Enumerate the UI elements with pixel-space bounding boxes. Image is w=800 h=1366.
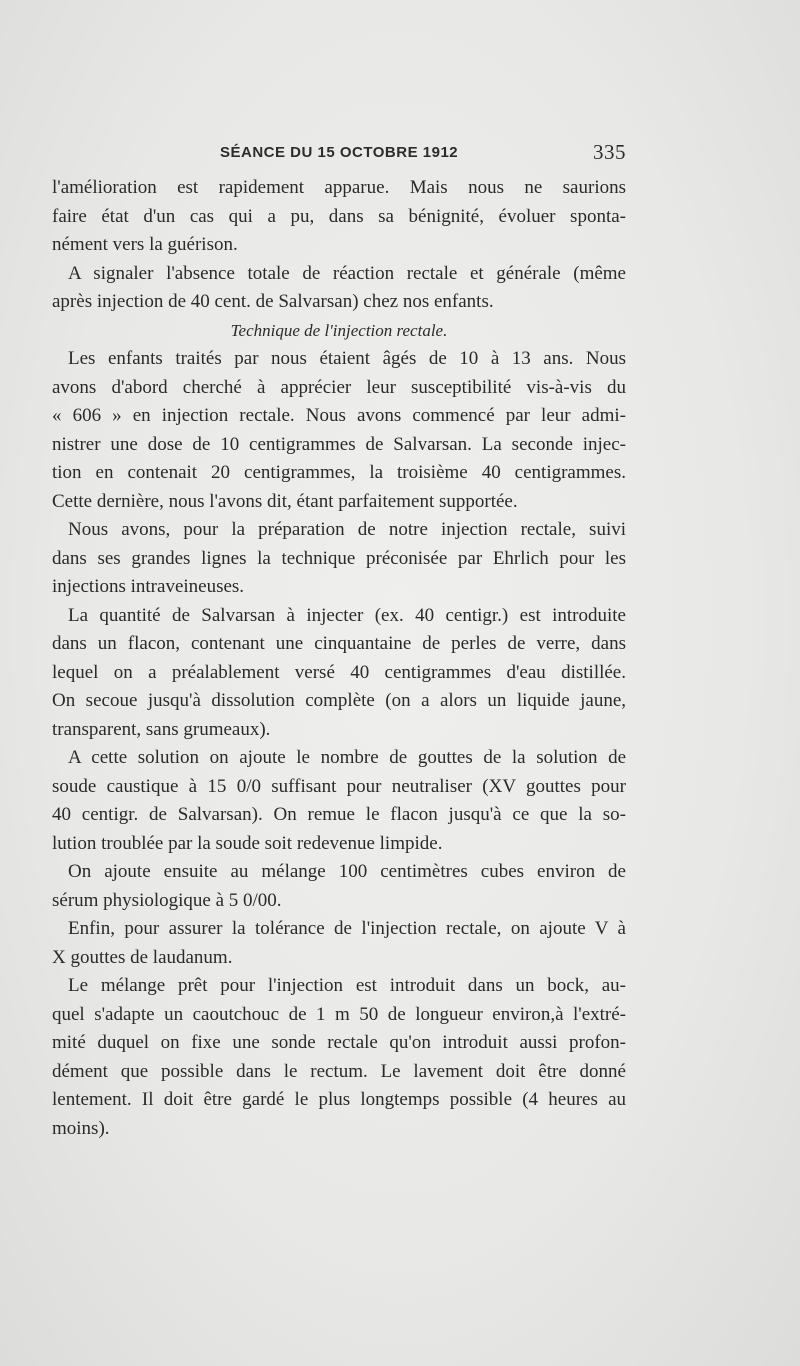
text-line: injections intraveineuses. — [52, 576, 245, 597]
text-line: A cette solution on ajoute le nombre de gouttes de la solution de — [68, 747, 626, 768]
page-header — [52, 140, 626, 168]
text-line: Cette dernière, nous l'avons dit, étant parfaitement supportée. — [52, 490, 518, 512]
text-line: Nous avons, pour la préparation de notre injection rectale, suivi — [68, 519, 626, 540]
text-line: On ajoute ensuite au mélange 100 centimètres cubes environ de — [68, 861, 626, 882]
text-line: moins). — [52, 1117, 110, 1139]
text-line: « 606 » en injection rectale. Nous avons commencé par leur admi- — [52, 405, 626, 426]
text-line: dans un flacon, contenant une cinquantaine de perles de verre, dans — [52, 633, 626, 654]
text-line: transparent, sans grumeaux). — [52, 718, 271, 740]
text-line: nément vers la guérison. — [52, 234, 238, 255]
text-line: La quantité de Salvarsan à injecter (ex. 40 centigr.) est introduite — [68, 604, 626, 626]
text-line: 40 centigr. de Salvarsan). On remue le flacon jusqu'à ce que la so- — [52, 804, 626, 825]
body-text — [52, 174, 626, 1143]
text-line: lentement. Il doit être gardé le plus longtemps possible (4 heures au — [52, 1089, 626, 1110]
text-line: lution troublée par la soude soit redevenue limpide. — [52, 832, 443, 854]
text-line: lequel on a préalablement versé 40 centigrammes d'eau distillée. — [52, 661, 626, 683]
text-line: quel s'adapte un caoutchouc de 1 m 50 de longueur environ,à l'extré- — [52, 1003, 626, 1025]
text-line: On secoue jusqu'à dissolution complète (on a alors un liquide jaune, — [52, 690, 626, 711]
text-line: avons d'abord cherché à apprécier leur susceptibilité vis-à-vis du — [52, 376, 626, 398]
text-line: l'amélioration est rapidement apparue. Mais nous ne saurions — [52, 177, 626, 198]
text-line: après injection de 40 cent. de Salvarsan) chez nos enfants. — [52, 291, 494, 312]
text-line: soude caustique à 15 0/0 suffisant pour neutraliser (XV gouttes pour — [52, 775, 626, 797]
page-number: 335 — [593, 140, 626, 164]
text-line: mité duquel on fixe une sonde rectale qu'on introduit aussi profon- — [52, 1032, 626, 1053]
text-line: sérum physiologique à 5 0/00. — [52, 889, 282, 911]
section-heading: Technique de l'injection rectale. — [230, 320, 448, 340]
text-line: tion en contenait 20 centigrammes, la troisième 40 centigrammes. — [52, 462, 626, 483]
text-line: dans ses grandes lignes la technique préconisée par Ehrlich pour les — [52, 547, 626, 569]
text-line: Les enfants traités par nous étaient âgés de 10 à 13 ans. Nous — [68, 348, 626, 369]
text-line: faire état d'un cas qui a pu, dans sa bénignité, évoluer sponta- — [52, 205, 626, 227]
text-line: A signaler l'absence totale de réaction rectale et générale (même — [68, 262, 626, 284]
text-line: X gouttes de laudanum. — [52, 946, 233, 968]
text-line: Enfin, pour assurer la tolérance de l'injection rectale, on ajoute V à — [68, 918, 626, 939]
running-head: SÉANCE DU 15 OCTOBRE 1912 — [220, 144, 459, 161]
text-line: nistrer une dose de 10 centigrammes de Salvarsan. La seconde injec- — [52, 433, 626, 455]
text-line: dément que possible dans le rectum. Le lavement doit être donné — [52, 1060, 626, 1082]
text-line: Le mélange prêt pour l'injection est introduit dans un bock, au- — [68, 975, 626, 996]
